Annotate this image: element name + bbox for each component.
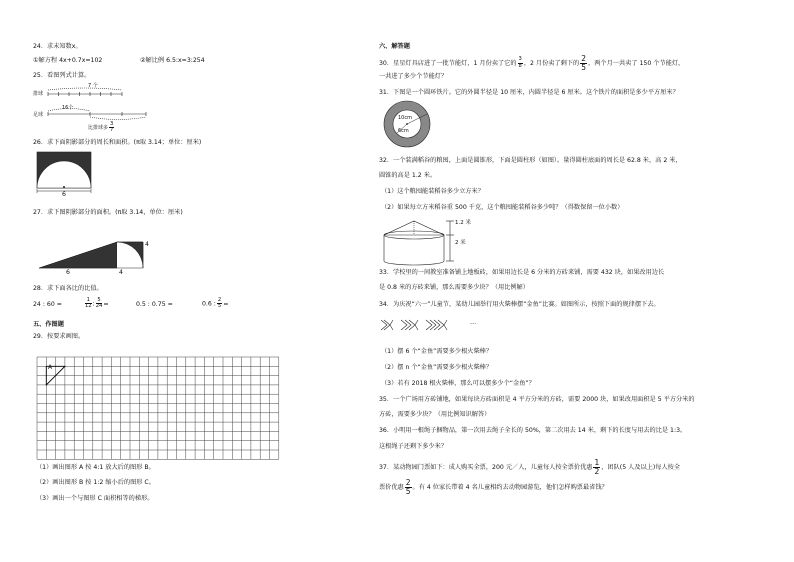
q34-goldfish-pattern [381, 318, 481, 332]
q24-equation-2: ②解比例 6.5:x=3:254 [140, 57, 205, 64]
q31-text: 31．下图是一个圆环铁片。它的外圆半径是 10 厘米，内圆半径是 6 厘米。这个铁片的面积是多少平方厘米？ [379, 89, 679, 96]
q34-ellipsis: … [470, 319, 477, 326]
q37-line1: 37．某动物园门票如下：成人购买全票，200 元／人，儿童每人按全票价优惠 $\frac{1}{2}$ ，团队(5 人及以上)每人按全 [379, 458, 681, 476]
q32-sub1: （1）这个粮囤能装稻谷多少立方米？ [381, 188, 484, 195]
q30-line1: 30．星星灯具店进了一批节能灯，1 月份卖了它的 $\frac{3}{8}$ ，2 月份卖了剩下的 $\frac{2}{5}$ ，两个月一共卖了 150 个节能灯， [379, 54, 685, 72]
q25-note-fraction: $\frac{3}{7}$ [110, 121, 114, 134]
q25-title: 25．看图列式计算。 [33, 72, 91, 79]
q32-line1: 32．一个装满稻谷的粮囤，上面是圆锥形，下面是圆柱形（如图）。量得圆柱底面的周长是 62.8 米，高 2 米， [379, 157, 682, 164]
q32-cone-height: 1.2 米 [455, 220, 471, 226]
q27-title: 27．求下图阴影部分的面积。(π取 3.14，单位：厘米) [33, 209, 183, 216]
section-6-title: 六、解答题 [379, 43, 410, 50]
q32-line2: 圆锥的高是 1.2 米。 [379, 172, 437, 179]
q31-inner-radius: 6cm [398, 128, 409, 134]
section-5-title: 五、作图题 [33, 321, 64, 328]
q27-dim-right: 4 [145, 241, 149, 248]
q29-title: 29．按要求画图。 [33, 333, 85, 340]
q28-ratio-3: 0.5 : 0.75 = [136, 301, 173, 308]
q31-outer-radius: 10cm [398, 115, 412, 121]
q24-equation-1: ①解方程 4x+0.7x=102 [33, 57, 103, 64]
q25-row2-label: 足球 [33, 112, 44, 118]
q32-sub2: （2）如果每立方米稻谷重 500 千克，这个粮囤能装稻谷多少吨？（得数保留一位小数） [381, 204, 624, 211]
q25-row1-label: 排球 [33, 91, 44, 97]
q33-line1: 33．学校里的一间教室准备铺上地板砖，如果用边长是 6 分米的方砖来铺，需要 432 块，如果改用边长 [379, 269, 665, 276]
q29-shape-label: A [48, 364, 53, 371]
q27-figure [37, 228, 147, 272]
q28-ratio-1: 24 : 60 = [33, 301, 62, 308]
q33-line2: 是 0.8 米的方砖来铺，那么需要多少块？（用比例解） [379, 284, 529, 291]
q27-dim-left: 6 [66, 269, 70, 276]
q29-task-2: （2）画出图形 B 按 1:2 缩小后的图形 C。 [36, 479, 155, 486]
q28-ratio-2: $\frac{1}{12}$ : $\frac{5}{24}$ = [85, 297, 109, 310]
q36-line1: 36．小明用一根绳子捆物品，第一次用去绳子全长的 50%，第二次用去 14 米，剩下的长度与用去的比是 1:3。 [379, 427, 687, 434]
q35-line2: 方砖，需要多少块？（用比例知识解答） [379, 411, 491, 418]
q29-grid [37, 357, 283, 461]
q28-title: 28．求下面各比的比值。 [33, 285, 103, 292]
q34-line1: 34．为庆祝“六一”儿童节，某幼儿园举行用火柴棒摆“金鱼”比赛。如图所示，按照下面的规律摆下去。 [379, 301, 660, 308]
q34-sub1: （1）摆 6 个“金鱼”需要多少根火柴棒？ [381, 348, 493, 355]
q25-note-text: 比排球多 [88, 125, 109, 132]
q32-granary-figure [382, 217, 462, 269]
q26-title: 26．求下面阴影部分的周长和面积。(π取 3.14；单位：厘米) [33, 139, 202, 146]
q24-title: 24．求未知数x。 [33, 43, 82, 50]
q28-ratio-4: 0.6 : $\frac{2}{5}$ = [202, 297, 229, 310]
q25-row2-count: 16个 [62, 105, 74, 111]
q26-figure [36, 151, 96, 197]
q25-bar-diagram [46, 83, 156, 126]
q25-row1-count: 7 个 [88, 83, 98, 89]
q31-ring-figure [383, 100, 433, 150]
q35-line1: 35．一个广场用方砖铺地，如果每块方砖面积是 4 平方分米的方砖，需要 2000 块，如果改用面积是 5 平方分米的 [379, 396, 695, 403]
q29-task-3: （3）画出一个与图形 C 面积相等的梯形。 [36, 495, 154, 502]
q30-line2: 一共进了多少个节能灯？ [379, 73, 448, 80]
q32-cylinder-height: 2 米 [455, 240, 466, 246]
q34-sub2: （2）摆 n 个“金鱼”需要多少根火柴棒？ [381, 364, 493, 371]
q27-dim-bottom-right: 4 [119, 269, 123, 276]
q36-line2: 这根绳子还剩下多少米？ [379, 443, 448, 450]
q29-task-1: （1）画出图形 A 按 4:1 放大后的图形 B。 [36, 464, 155, 471]
q34-sub3: （3）若有 2018 根火柴棒，那么可以摆多少个“金鱼”？ [381, 380, 535, 387]
q37-line2: 票价优惠 $\frac{2}{5}$ 。有 4 位家长带着 4 名儿童相约去动物园游览，他们怎样购票最省钱？ [379, 478, 608, 496]
q26-dimension: 6 [62, 191, 66, 198]
